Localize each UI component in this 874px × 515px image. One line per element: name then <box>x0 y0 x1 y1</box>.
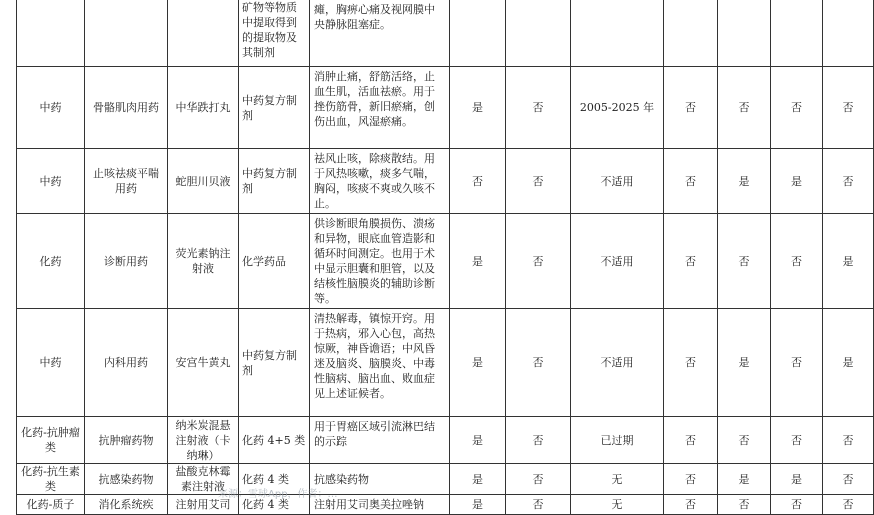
drug-type-cell: 矿物等物质中提取得到的提取物及其制剂 <box>239 0 310 67</box>
table-row <box>17 495 874 515</box>
category-cell: 中药 <box>17 309 85 417</box>
flag-cell <box>450 0 506 67</box>
flag-cell: 否 <box>506 67 571 149</box>
category-cell: 中药 <box>17 149 85 214</box>
flag-cell: 否 <box>771 67 823 149</box>
flag-cell: 否 <box>664 149 718 214</box>
flag-cell: 否 <box>664 309 718 417</box>
subcategory-cell: 骨骼肌肉用药 <box>85 67 168 149</box>
flag-cell: 否 <box>771 495 823 515</box>
flag-cell: 否 <box>771 309 823 417</box>
drug-type-cell: 化药 4+5 类 <box>239 417 310 464</box>
indication-cell: 供诊断眼角膜损伤、溃疡和异物，眼底血管造影和循环时间测定。也用于术中显示胆囊和胆管，以及结核性脑膜炎的辅助诊断等。 <box>310 214 450 309</box>
flag-cell: 否 <box>664 417 718 464</box>
flag-cell: 是 <box>718 464 771 495</box>
table-row <box>17 214 874 309</box>
flag-cell: 否 <box>664 67 718 149</box>
category-cell <box>17 0 85 67</box>
table-row <box>17 309 874 417</box>
flag-cell: 是 <box>718 309 771 417</box>
period-cell: 不适用 <box>571 309 664 417</box>
drug-type-cell: 化药 4 类 <box>239 464 310 495</box>
flag-cell: 否 <box>664 214 718 309</box>
indication-cell: 祛风止咳，除痰散结。用于风热咳嗽，痰多气喘，胸闷，咳痰不爽或久咳不止。 <box>310 149 450 214</box>
period-cell: 无 <box>571 464 664 495</box>
flag-cell: 是 <box>823 214 874 309</box>
flag-cell: 是 <box>823 309 874 417</box>
table-row <box>17 417 874 464</box>
subcategory-cell: 诊断用药 <box>85 214 168 309</box>
indication-cell: 消肿止痛，舒筋活络，止血生肌，活血祛瘀。用于挫伤筋骨，新旧瘀痛，创伤出血，风湿瘀痛。 <box>310 67 450 149</box>
flag-cell: 是 <box>450 417 506 464</box>
indication-cell: 抗感染药物 <box>310 464 450 495</box>
flag-cell: 否 <box>506 309 571 417</box>
flag-cell: 是 <box>771 149 823 214</box>
subcategory-cell <box>85 0 168 67</box>
watermark: 来源：雪球App，作者：… <box>218 489 338 500</box>
period-cell: 不适用 <box>571 149 664 214</box>
flag-cell: 是 <box>771 464 823 495</box>
drug-name-cell: 纳米炭混悬注射液（卡纳琳） <box>168 417 239 464</box>
table-row <box>17 464 874 495</box>
drug-type-cell: 中药复方制剂 <box>239 149 310 214</box>
period-cell: 已过期 <box>571 417 664 464</box>
flag-cell: 是 <box>450 67 506 149</box>
flag-cell: 否 <box>506 464 571 495</box>
flag-cell: 是 <box>718 149 771 214</box>
flag-cell <box>771 0 823 67</box>
category-cell: 化药-抗生素类 <box>17 464 85 495</box>
flag-cell: 否 <box>771 417 823 464</box>
flag-cell <box>506 0 571 67</box>
flag-cell: 否 <box>506 495 571 515</box>
category-cell: 化药-质子 <box>17 495 85 515</box>
period-cell: 无 <box>571 495 664 515</box>
flag-cell: 否 <box>823 417 874 464</box>
flag-cell: 否 <box>718 495 771 515</box>
drug-name-cell: 中华跌打丸 <box>168 67 239 149</box>
category-cell: 化药-抗肿瘤类 <box>17 417 85 464</box>
flag-cell: 是 <box>450 214 506 309</box>
drug-name-cell <box>168 0 239 67</box>
flag-cell: 否 <box>718 417 771 464</box>
drug-name-cell: 注射用艾司 <box>168 495 239 515</box>
indication-cell: 清热解毒，镇惊开窍。用于热病，邪入心包，高热惊厥，神昏谵语；中风昏迷及脑炎、脑膜炎、中毒性脑病、脑出血、败血症见上述证候者。 <box>310 309 450 417</box>
table-row <box>17 0 874 67</box>
drug-type-cell: 化学药品 <box>239 214 310 309</box>
period-cell: 2005-2025 年 <box>571 67 664 149</box>
flag-cell: 否 <box>823 464 874 495</box>
flag-cell: 否 <box>823 67 874 149</box>
flag-cell: 否 <box>823 149 874 214</box>
flag-cell <box>823 0 874 67</box>
subcategory-cell: 内科用药 <box>85 309 168 417</box>
indication-cell: 瘫，胸痹心痛及视网膜中央静脉阻塞症。 <box>310 0 450 67</box>
flag-cell: 否 <box>450 149 506 214</box>
flag-cell: 是 <box>450 495 506 515</box>
drug-table <box>16 0 874 515</box>
flag-cell <box>718 0 771 67</box>
drug-type-cell: 中药复方制剂 <box>239 309 310 417</box>
subcategory-cell: 抗肿瘤药物 <box>85 417 168 464</box>
subcategory-cell: 止咳祛痰平喘用药 <box>85 149 168 214</box>
drug-name-cell: 盐酸克林霉素注射液 <box>168 464 239 495</box>
flag-cell: 否 <box>664 464 718 495</box>
drug-name-cell: 安宫牛黄丸 <box>168 309 239 417</box>
flag-cell: 否 <box>718 67 771 149</box>
drug-name-cell: 蛇胆川贝液 <box>168 149 239 214</box>
indication-cell: 用于胃癌区域引流淋巴结的示踪 <box>310 417 450 464</box>
drug-name-cell: 荧光素钠注射液 <box>168 214 239 309</box>
flag-cell: 否 <box>718 214 771 309</box>
flag-cell: 否 <box>823 495 874 515</box>
flag-cell: 是 <box>450 464 506 495</box>
flag-cell: 否 <box>506 417 571 464</box>
drug-type-cell: 化药 4 类 <box>239 495 310 515</box>
flag-cell: 否 <box>664 495 718 515</box>
subcategory-cell: 消化系统疾 <box>85 495 168 515</box>
category-cell: 中药 <box>17 67 85 149</box>
flag-cell: 否 <box>506 214 571 309</box>
subcategory-cell: 抗感染药物 <box>85 464 168 495</box>
flag-cell: 否 <box>771 214 823 309</box>
period-cell: 不适用 <box>571 214 664 309</box>
indication-cell: 注射用艾司奥美拉唑钠 <box>310 495 450 515</box>
category-cell: 化药 <box>17 214 85 309</box>
period-cell <box>571 0 664 67</box>
flag-cell: 是 <box>450 309 506 417</box>
table-row <box>17 67 874 149</box>
table-row <box>17 149 874 214</box>
flag-cell <box>664 0 718 67</box>
flag-cell: 否 <box>506 149 571 214</box>
drug-type-cell: 中药复方制剂 <box>239 67 310 149</box>
